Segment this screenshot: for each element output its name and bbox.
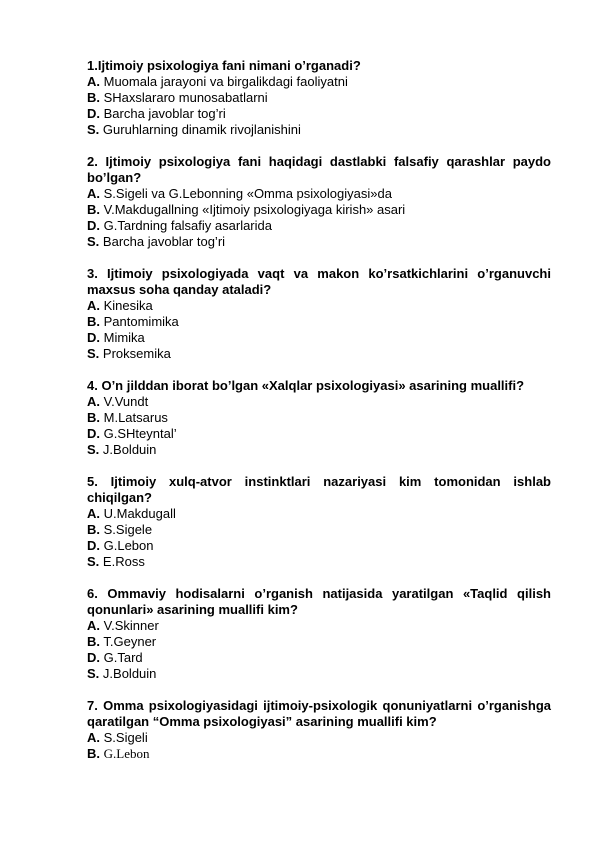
question-title: 7. Omma psixologiyasidagi ijtimoiy-psixologik qonuniyatlarni o’rganishga qaratilgan “Omma psixologiyasi” asarining muallifi kim? [87,698,551,729]
option-text: Kinesika [103,298,153,313]
option-s [87,122,551,138]
option-letter: B. [87,634,100,649]
option-text: V.Makdugallning «Ijtimoiy psixologiyaga kirish» asari [103,202,406,217]
option-letter: B. [87,314,100,329]
option-letter: B. [87,522,100,537]
option-b [87,634,551,650]
option-b [87,410,551,426]
question-title: 3. Ijtimoiy psixologiyada vaqt va makon ko’rsatkichlarini o’rganuvchi maxsus soha qanday ataladi? [87,266,551,297]
question-2 [87,154,551,250]
option-letter: D. [87,426,100,441]
option-d [87,650,551,666]
option-text: Barcha javoblar tog’ri [102,234,226,249]
option-b [87,202,551,218]
question-5 [87,474,551,570]
question-3 [87,266,551,362]
option-d [87,538,551,554]
option-text: U.Makdugall [103,506,176,521]
option-letter: B. [87,202,100,217]
option-text: G.Lebon [103,538,154,553]
question-title: 6. Ommaviy hodisalarni o’rganish natijasida yaratilgan «Taqlid qilish qonunlari» asarining muallifi kim? [87,586,551,617]
question-6 [87,586,551,682]
option-a [87,618,551,634]
option-letter: S. [87,554,100,569]
option-s [87,442,551,458]
option-letter: D. [87,106,100,121]
option-letter: A. [87,506,100,521]
option-b [87,746,551,762]
option-letter: S. [87,122,100,137]
option-text: G.Tard [103,650,143,665]
option-text: S.Sigeli [103,730,148,745]
option-letter: A. [87,74,100,89]
question-title: 5. Ijtimoiy xulq-atvor instinktlari nazariyasi kim tomonidan ishlab chiqilgan? [87,474,551,505]
option-text: Barcha javoblar tog’ri [103,106,226,121]
option-text: E.Ross [102,554,145,569]
option-d [87,330,551,346]
option-text: Proksemika [102,346,171,361]
option-b [87,314,551,330]
option-s [87,554,551,570]
question-title: 4. O’n jilddan iborat bo’lgan «Xalqlar psixologiyasi» asarining muallifi? [87,378,525,393]
option-b [87,90,551,106]
option-a [87,74,551,90]
option-letter: A. [87,298,100,313]
option-letter: S. [87,442,100,457]
option-text: V.Vundt [103,394,149,409]
option-text: V.Skinner [103,618,159,633]
option-text: G.SHteyntal’ [103,426,177,441]
option-b [87,522,551,538]
option-letter: D. [87,218,100,233]
option-letter: A. [87,730,100,745]
question-1 [87,58,551,138]
question-7 [87,698,551,762]
option-s [87,346,551,362]
option-text: G.Lebon [103,746,150,761]
option-text: J.Bolduin [102,666,157,681]
option-text: SHaxslararo munosabatlarni [103,90,268,105]
option-text: Guruhlarning dinamik rivojlanishini [102,122,301,137]
option-d [87,426,551,442]
option-letter: B. [87,410,100,425]
option-text: S.Sigeli va G.Lebonning «Omma psixologiyasi»da [103,186,392,201]
option-a [87,730,551,746]
option-text: G.Tardning falsafiy asarlarida [103,218,272,233]
document-page [87,58,551,778]
option-letter: S. [87,346,100,361]
option-s [87,666,551,682]
option-a [87,298,551,314]
option-s [87,234,551,250]
option-letter: D. [87,650,100,665]
question-title: 2. Ijtimoiy psixologiya fani haqidagi dastlabki falsafiy qarashlar paydo bo’lgan? [87,154,551,185]
option-d [87,218,551,234]
option-letter: A. [87,618,100,633]
option-a [87,394,551,410]
option-a [87,186,551,202]
option-text: Pantomimika [103,314,179,329]
option-letter: S. [87,234,100,249]
option-text: J.Bolduin [102,442,157,457]
option-letter: B. [87,746,100,761]
option-text: T.Geyner [103,634,157,649]
option-a [87,506,551,522]
option-letter: B. [87,90,100,105]
option-letter: A. [87,186,100,201]
option-d [87,106,551,122]
question-title: 1.Ijtimoiy psixologiya fani nimani o’rganadi? [87,58,361,73]
question-4 [87,378,551,458]
option-letter: D. [87,538,100,553]
option-text: Muomala jarayoni va birgalikdagi faoliyatni [103,74,348,89]
option-letter: S. [87,666,100,681]
option-letter: A. [87,394,100,409]
option-text: M.Latsarus [103,410,168,425]
option-text: S.Sigele [103,522,153,537]
option-text: Mimika [103,330,145,345]
option-letter: D. [87,330,100,345]
